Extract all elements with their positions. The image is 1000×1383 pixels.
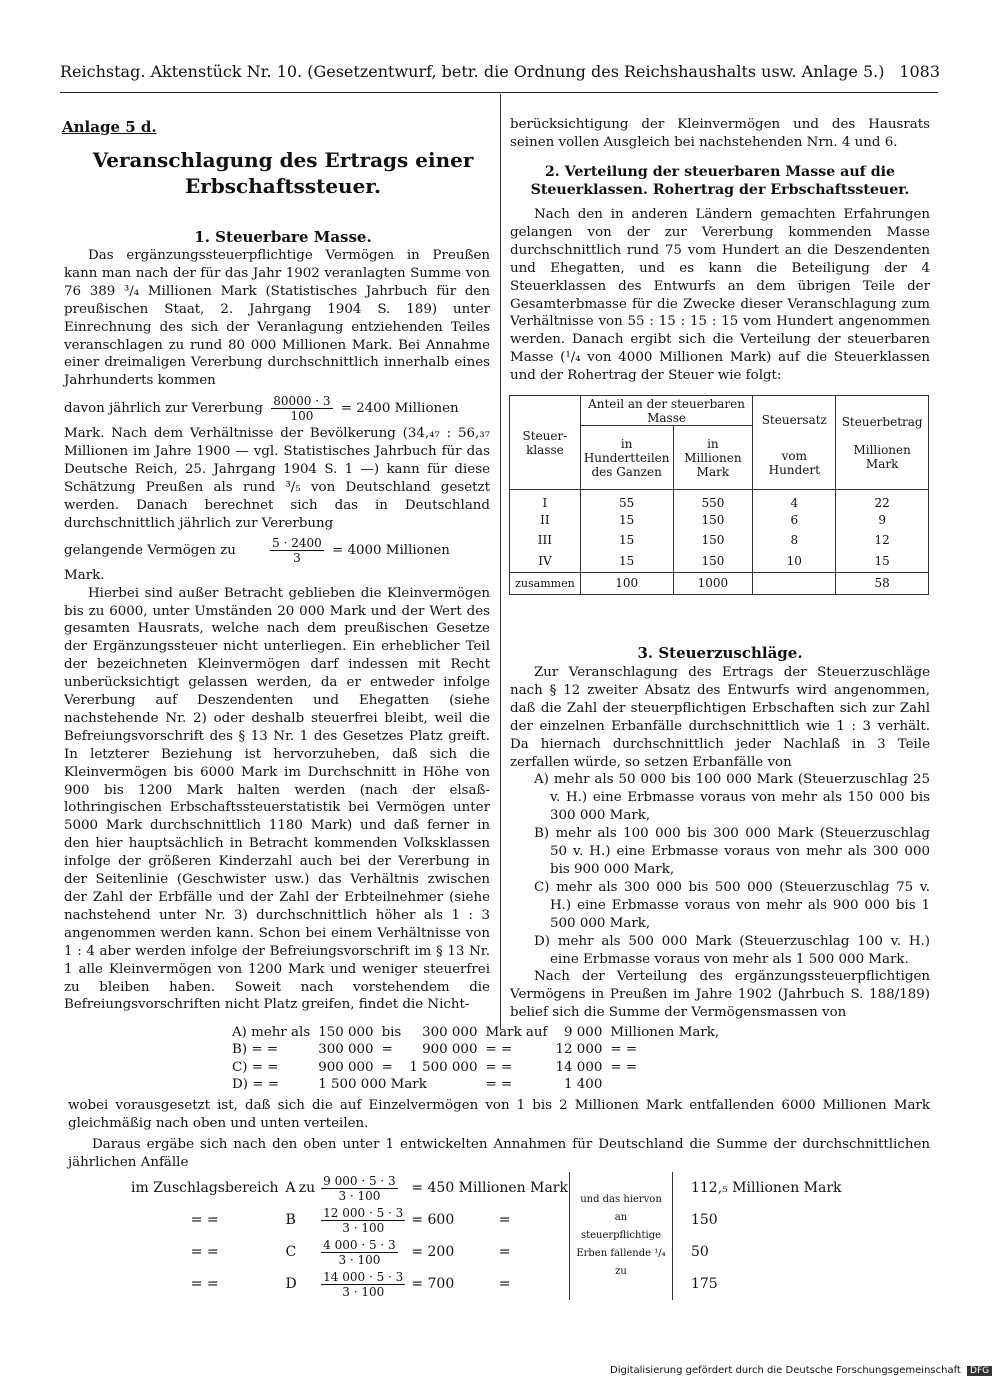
calc-share: 112,₅ Millionen Mark — [690, 1180, 842, 1196]
calc-prefix: = = — [190, 1276, 219, 1292]
paragraph: Nach den in anderen Ländern gemachten Erfahrungen gelangen von der zur Vererbung kommenden Masse durchschnittlich rund 75 vom Hundert an die Deszendenten und Ehegatten, und es kann die Beteiligung der 4 Steuerklassen des Entwurfs an dem übrigen Teile der Gesamterbmasse für die Zwecke dieser Veranschlagung zum Verhältnisse von 55 : 15 : 15 : 15 vom Hundert angenommen werden. Danach ergibt sich die Verteilung der steuerbaren Masse (¹/₄ von 4000 Millionen Mark) auf die Steuerklassen und der Rohertrag der Steuer wie folgt: — [510, 207, 930, 384]
dist-bis: bis — [381, 1025, 402, 1040]
table-row — [228, 1059, 723, 1076]
table-row — [228, 1041, 723, 1058]
heading-steuerbare-masse: 1. Steuerbare Masse. — [194, 228, 372, 246]
paragraph: wobei vorausgesetzt ist, daß sich die auf Einzelvermögen von 1 bis 2 Millionen Mark entfallenden 6000 Millionen Mark gleichmäßig nach oben und unten verteilen. — [68, 1098, 930, 1131]
dist-value: 1 400 — [564, 1076, 603, 1092]
paragraph: Das ergänzungssteuerpflichtige Vermögen in Preußen kann man nach der für das Jahr 1902 veranlagten Summe von 76 389 ³/₄ Millionen Mark (Statistisches Jahrbuch für den preußischen Staat, 2. Jahrgang 1904 S. 189) unter Einrechnung des sich der Veranlagung entziehenden Teiles veranschlagen zu rund 80 000 Millionen Mark. Bei Annahme einer dreimaligen Vererbung durchschnittlich innerhalb eines Jahrhunderts kommen — [64, 248, 490, 389]
calc-share: 175 — [690, 1276, 718, 1292]
page-header — [60, 62, 940, 81]
fraction — [271, 394, 332, 423]
formula-prefix: davon jährlich zur Vererbung — [64, 401, 263, 417]
dist-label: A) mehr als — [232, 1025, 311, 1040]
calc-zu: zu — [298, 1180, 316, 1196]
dist-from: 1 500 000 Mark — [318, 1076, 427, 1092]
table — [509, 395, 929, 595]
fraction-numerator: 80000 · 3 — [273, 394, 331, 409]
calc-prefix: = = — [190, 1244, 219, 1260]
digitization-footer — [610, 1365, 992, 1376]
list-item: D) mehr als 500 000 Mark (Steuerzuschlag 100 v. H.) eine Erbmasse voraus von mehr als 1 500 000 Mark. — [534, 933, 930, 967]
list-item: B) mehr als 100 000 bis 300 000 Mark (Steuerzuschlag 50 v. H.) eine Erbmasse voraus von mehr als 300 000 bis 900 000 Mark, — [534, 826, 930, 877]
column-divider — [500, 94, 501, 1029]
dist-value: 9 000 — [564, 1025, 603, 1040]
dist-bis: = — [381, 1059, 393, 1075]
dist-unit: = = — [485, 1076, 513, 1092]
brace-note: und das hiervon an steuerpflichtige Erben fallende ¹/₄ zu — [569, 1172, 672, 1300]
cell-hundert: 15 — [580, 550, 673, 572]
fraction-denominator: 3 · 100 — [342, 1220, 385, 1235]
left-column-text — [64, 247, 490, 1014]
calc-prefix: = = — [190, 1212, 219, 1228]
fraction — [321, 1238, 398, 1267]
cell-klasse: IV — [510, 550, 581, 572]
cell-hundert: 15 — [580, 510, 673, 530]
list-item: C) mehr als 300 000 bis 500 000 (Steuerzuschlag 75 v. H.) eine Erbmasse voraus von mehr als 900 000 bis 1 500 000 Mark, — [534, 879, 930, 931]
fraction-denominator: 3 · 100 — [338, 1252, 381, 1267]
cell-sum-hundert: 100 — [580, 572, 673, 594]
cell-hundert: 55 — [580, 490, 673, 511]
calc-key: C — [285, 1244, 297, 1260]
right-text-3 — [510, 664, 930, 1022]
cell-mill: 550 — [673, 490, 753, 511]
heading-line-1: 2. Verteilung der steuerbaren Masse auf die — [544, 164, 896, 180]
right-continuation — [510, 116, 930, 152]
right-text-2 — [510, 206, 930, 385]
dist-from: 900 000 — [318, 1059, 374, 1075]
formula-prefix: gelangende Vermögen zu — [64, 542, 236, 558]
full-width-text — [68, 1097, 930, 1172]
calculation-block — [130, 1172, 843, 1300]
fraction-denominator: 3 · 100 — [342, 1284, 385, 1299]
header-satz — [753, 396, 836, 490]
cell-satz: 8 — [753, 530, 836, 550]
calc-share: 150 — [690, 1212, 718, 1228]
dist-to: 1 500 000 — [409, 1059, 478, 1075]
dist-value: 12 000 — [555, 1042, 603, 1058]
fraction — [321, 1206, 405, 1235]
dist-label: B) = = — [232, 1042, 279, 1058]
dist-label: D) = = — [232, 1076, 279, 1092]
table-row — [130, 1204, 843, 1236]
paragraph: Mark. — [64, 567, 105, 583]
cell-sum-label: zusammen — [510, 572, 581, 594]
header-betrag — [836, 396, 929, 490]
dist-unit: = = — [485, 1042, 513, 1058]
distribution-table — [228, 1024, 723, 1093]
footer-text: Digitalisierung gefördert durch die Deutsche Forschungsgemeinschaft — [610, 1365, 961, 1376]
cell-betrag: 9 — [836, 510, 929, 530]
header-mill: in Millionen Mark — [673, 426, 753, 490]
calc-key: D — [285, 1276, 297, 1292]
formula-line-2 — [64, 536, 490, 565]
table-row — [130, 1236, 843, 1268]
header-hundert: in Hundertteilen des Ganzen — [580, 426, 673, 490]
dist-value-unit — [606, 1076, 723, 1093]
cell-satz: 6 — [753, 510, 836, 530]
cell-betrag: 15 — [836, 550, 929, 572]
fraction-denominator: 3 · 100 — [338, 1188, 381, 1203]
appendix-label: Anlage 5 d. — [62, 118, 157, 136]
dist-value-unit: Millionen Mark, — [610, 1025, 720, 1040]
dist-bis: = — [381, 1042, 393, 1058]
heading-verteilung — [510, 163, 930, 199]
paragraph: Nach der Verteilung des ergänzungssteuerpflichtigen Vermögens in Preußen im Jahre 1902 (Jahrbuch S. 188/189) belief sich die Summe der Vermögensmassen von — [510, 969, 930, 1021]
cell-satz: 10 — [753, 550, 836, 572]
cell-sum-satz — [753, 572, 836, 594]
cell-mill: 150 — [673, 510, 753, 530]
fraction-numerator: 14 000 · 5 · 3 — [323, 1269, 404, 1284]
table-row — [228, 1024, 723, 1041]
cell-mill: 150 — [673, 530, 753, 550]
table-row — [228, 1076, 723, 1093]
calc-result: = 200 = — [411, 1244, 511, 1260]
fraction — [321, 1174, 398, 1203]
header-rule — [60, 92, 938, 93]
title-line-2: Erbschaftssteuer. — [185, 174, 381, 198]
calc-prefix: im Zuschlagsbereich — [131, 1180, 279, 1196]
dist-to: 300 000 — [422, 1025, 478, 1040]
calc-key: A — [285, 1180, 296, 1196]
distribution-list — [228, 1024, 723, 1093]
fraction-numerator: 5 · 2400 — [272, 535, 322, 550]
header-anteil: Anteil an der steuerbaren Masse — [580, 396, 752, 426]
cell-betrag: 22 — [836, 490, 929, 511]
header-klasse: Steuer-klasse — [510, 396, 581, 490]
dist-from: 150 000 — [318, 1025, 374, 1040]
formula-result: = 4000 Millionen — [332, 542, 450, 558]
formula-line-1 — [64, 394, 490, 423]
dist-unit: = = — [485, 1059, 513, 1075]
fraction-denominator: 100 — [290, 409, 314, 424]
fraction-numerator: 12 000 · 5 · 3 — [323, 1205, 404, 1220]
dist-from: 300 000 — [318, 1042, 374, 1058]
dist-label: C) = = — [232, 1059, 279, 1075]
dist-value-unit: = = — [610, 1059, 638, 1075]
dist-value-unit: = = — [610, 1042, 638, 1058]
cell-klasse: II — [510, 510, 581, 530]
tax-class-table — [509, 395, 929, 595]
header-satz-unit: vom Hundert — [768, 448, 820, 477]
cell-betrag: 12 — [836, 530, 929, 550]
cell-sum-betrag: 58 — [836, 572, 929, 594]
dist-value: 14 000 — [555, 1059, 603, 1075]
calc-result: = 700 = — [411, 1276, 511, 1292]
paragraph: berücksichtigung der Kleinvermögen und des Hausrats seinen vollen Ausgleich bei nachstehenden Nrn. 4 und 6. — [510, 117, 930, 150]
dist-to: 900 000 — [422, 1042, 478, 1058]
calc-key: B — [285, 1212, 296, 1228]
calculation-table — [130, 1172, 843, 1300]
heading-steuerzuschlaege: 3. Steuerzuschläge. — [637, 644, 803, 662]
fraction-denominator: 3 — [293, 550, 301, 565]
fraction — [270, 536, 324, 565]
table-row — [130, 1172, 843, 1204]
list-item: A) mehr als 50 000 bis 100 000 Mark (Steuerzuschlag 25 v. H.) eine Erbmasse voraus von mehr als 150 000 bis 300 000 Mark, — [534, 772, 930, 824]
fraction-numerator: 9 000 · 5 · 3 — [323, 1173, 396, 1188]
formula-result: = 2400 Millionen — [340, 401, 459, 417]
section-title — [66, 147, 500, 199]
running-head: Reichstag. Aktenstück Nr. 10. (Gesetzentwurf, betr. die Ordnung des Reichshaushalts usw. Anlage 5.) — [60, 62, 885, 81]
dist-unit: Mark auf — [485, 1025, 548, 1040]
dfg-logo: DFG — [967, 1366, 992, 1376]
calc-share: 50 — [690, 1244, 709, 1260]
header-betrag-label: Steuerbetrag — [841, 414, 923, 429]
calc-result: = 450 Millionen Mark — [411, 1180, 568, 1196]
heading-line-2: Steuerklassen. Rohertrag der Erbschaftssteuer. — [530, 182, 910, 198]
header-satz-label: Steuersatz — [761, 412, 827, 427]
fraction — [321, 1270, 405, 1299]
cell-klasse: III — [510, 530, 581, 550]
paragraph: Zur Veranschlagung des Ertrags der Steuerzuschläge nach § 12 zweiter Absatz des Entwurfs wird angenommen, daß die Zahl der steuerpflichtigen Erbschaften sich zur Zahl der einzelnen Erbanfälle durchschnittlich wie 1 : 3 verhält. Da hiernach durchschnittlich jeder Nachlaß in 3 Teile zerfallen würde, so setzen Erbanfälle von — [510, 665, 930, 770]
calc-result: = 600 = — [411, 1212, 511, 1228]
cell-klasse: I — [510, 490, 581, 511]
paragraph: Daraus ergäbe sich nach den oben unter 1 entwickelten Annahmen für Deutschland die Summe der durchschnittlichen jährlichen Anfälle — [68, 1136, 930, 1170]
cell-mill: 150 — [673, 550, 753, 572]
paragraph: Hierbei sind außer Betracht geblieben die Kleinvermögen bis zu 6000, unter Umständen 20 000 Mark und der Wert des gesamten Hausrats, welche nach dem preußischen Gesetze der Ergänzungssteuer nicht unterliegen. Ein erheblicher Teil der bezeichneten Kleinvermögen darf indessen mit Recht unberücksichtigt gelassen werden, da er entweder infolge Vererbung auf Deszendenten und Ehegatten (siehe nachstehende Nr. 2) oder deshalb steuerfrei bleibt, weil die Befreiungsvorschrift des § 13 Nr. 1 des Gesetzes Platz greift. In letzterer Beziehung ist hervorzuheben, daß sich die Kleinvermögen bis 6000 Mark im Durchschnitt in Höhe von 900 bis 1200 Mark halten werden (nach der elsaß-lothringischen Erbschaftssteuerstatistik bei Vermögen unter 5000 Mark durchschnittlich 1180 Mark) und daß ferner in den hier hauptsächlich in Betracht kommenden Volksklassen infolge der größeren Kinderzahl auch bei der Vererbung in der Seitenlinie (Geschwister usw.) das Verhältnis zwischen der Zahl der Erbfälle und der Zahl der Erbteilnehmer (siehe nachstehend unter Nr. 3) durchschnittlich höher als 1 : 3 angenommen werden kann. Schon bei einem Verhältnisse von 1 : 4 aber werden infolge der Befreiungsvorschrift im § 13 Nr. 1 alle Kleinvermögen von 1200 Mark und weniger steuerfrei zu bleiben haben. Soweit nach vorstehendem die Befreiungsvorschriften nicht Platz greifen, findet die Nicht- — [64, 585, 490, 1013]
case-list — [510, 771, 930, 968]
title-line-1: Veranschlagung des Ertrags einer — [92, 148, 474, 172]
cell-sum-mill: 1000 — [673, 572, 753, 594]
header-betrag-unit: Millionen Mark — [853, 442, 911, 471]
paragraph: Mark. Nach dem Verhältnisse der Bevölkerung (34,₄₇ : 56,₃₇ Millionen im Jahre 1900 — vgl. Statistisches Jahrbuch für das Deutsche Reich, 25. Jahrgang 1904 S. 1 —) kann für diese Schätzung Preußen als rund ³/₅ von Deutschland gesetzt werden. Danach berechnet sich das in Deutschland durchschnittlich jährlich zur Vererbung — [64, 426, 490, 531]
fraction-numerator: 4 000 · 5 · 3 — [323, 1237, 396, 1252]
cell-hundert: 15 — [580, 530, 673, 550]
table-row — [130, 1268, 843, 1300]
page-number: 1083 — [899, 62, 940, 81]
cell-satz: 4 — [753, 490, 836, 511]
